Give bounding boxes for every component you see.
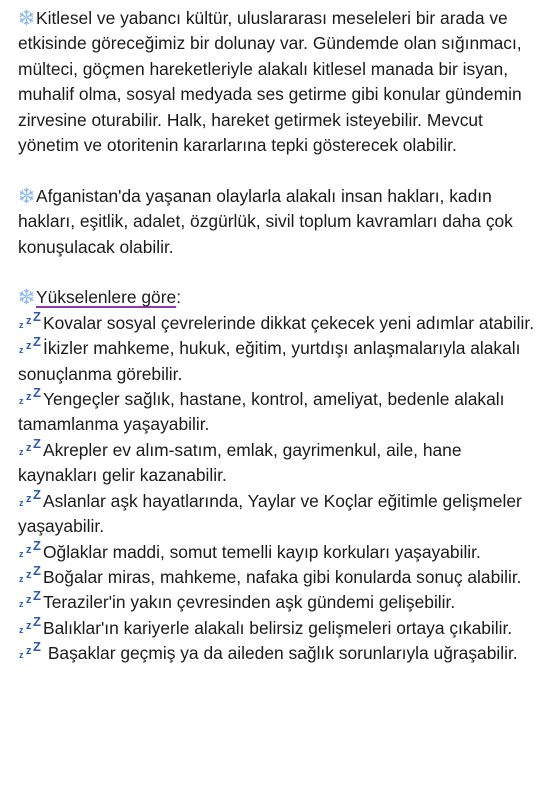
- section-heading: [18, 285, 538, 310]
- zzz-icon: z z Z: [19, 588, 41, 610]
- paragraph-2-text: Afganistan'da yaşanan olaylarla alakalı insan hakları, kadın hakları, eşitlik, adalet, özgürlük, sivil toplum kavramları daha çok konuşulacak olabilir.: [18, 185, 513, 257]
- list-item: [18, 537, 538, 565]
- list-item: [18, 613, 538, 641]
- list-item-text: Teraziler'in yakın çevresinden aşk gündemi gelişebilir.: [43, 592, 456, 613]
- post-body: [18, 6, 538, 667]
- paragraph-1: [18, 6, 538, 158]
- zzz-icon: z z Z: [19, 435, 41, 457]
- list-item-text: Balıklar'ın kariyerle alakalı belirsiz gelişmeleri ortaya çıkabilir.: [43, 617, 513, 638]
- list-item-text: Aslanlar aşk hayatlarında, Yaylar ve Koçlar eğitimle gelişmeler yaşayabilir.: [18, 490, 522, 537]
- list-item: [18, 387, 538, 438]
- heading-text: Yükselenlere göre: [36, 287, 177, 308]
- list-item: [18, 336, 538, 387]
- list-item-text: Boğalar miras, mahkeme, nafaka gibi konularda sonuç alabilir.: [43, 566, 522, 587]
- zzz-icon: z z Z: [19, 562, 41, 584]
- list-item-text: Başaklar geçmiş ya da aileden sağlık sorunlarıyla uğraşabilir.: [43, 643, 518, 664]
- list-item-text: Yengeçler sağlık, hastane, kontrol, ameliyat, bedenle alakalı tamamlanma yaşayabilir.: [18, 389, 505, 435]
- paragraph-2: [18, 184, 538, 260]
- list-item-text: İkizler mahkeme, hukuk, eğitim, yurtdışı anlaşmalarıyla alakalı sonuçlanma görebilir.: [18, 338, 521, 384]
- spacer: [18, 158, 538, 183]
- zzz-icon: z z Z: [19, 639, 41, 661]
- list-item: [18, 435, 538, 489]
- zzz-icon: z z Z: [19, 613, 41, 635]
- snowflake-icon: [18, 9, 35, 26]
- snowflake-icon: [18, 288, 35, 305]
- zzz-icon: z z Z: [19, 385, 41, 407]
- list-item: [18, 590, 538, 615]
- list-item: [18, 641, 538, 666]
- zzz-icon: z z Z: [19, 308, 41, 330]
- list-item: [18, 308, 538, 336]
- list-item: [18, 562, 538, 590]
- zzz-icon: z z Z: [19, 537, 41, 559]
- sign-list: [18, 308, 538, 667]
- zzz-icon: z z Z: [19, 486, 41, 508]
- list-item-text: Kovalar sosyal çevrelerinde dikkat çekecek yeni adımlar atabilir.: [43, 312, 535, 333]
- paragraph-1-text: Kitlesel ve yabancı kültür, uluslararası meseleleri bir arada ve etkisinde göreceğimiz bir dolunay var. Gündemde olan sığınmacı, mülteci, göçmen hareketleriyle alakalı kitlesel manada bir isyan, muhalif olma, sosyal medyada ses getirme gibi konular gündemin zirvesine oturabilir. Halk, hareket getirmek isteyebilir. Mevcut yönetim ve otoritenin kararlarına tepki gösterecek olabilir.: [18, 8, 522, 156]
- heading-colon: :: [176, 287, 182, 308]
- list-item-text: Akrepler ev alım-satım, emlak, gayrimenkul, aile, hane kaynakları gelir kazanabilir.: [18, 439, 462, 486]
- spacer: [18, 260, 538, 285]
- zzz-icon: z z Z: [19, 334, 41, 356]
- snowflake-icon: [18, 187, 35, 204]
- list-item-text: Oğlaklar maddi, somut temelli kayıp korkuları yaşayabilir.: [43, 541, 481, 562]
- list-item: [18, 486, 538, 540]
